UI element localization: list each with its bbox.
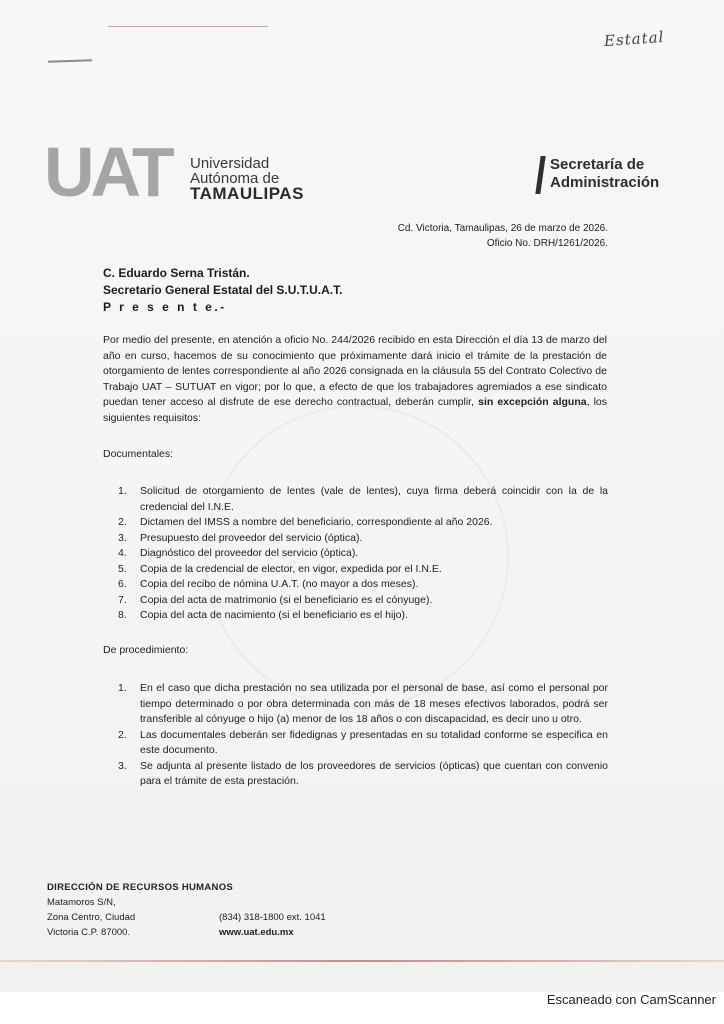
addressee-position: Secretario General Estatal del S.U.T.U.A.T. [103,283,343,297]
intro-paragraph [103,333,607,426]
handwritten-note: Estatal [603,27,665,51]
bottom-rule [0,960,724,962]
procedimiento-list [118,681,608,790]
documentales-heading: Documentales: [103,448,174,460]
item-number: 6. [118,578,127,590]
item-number: 1. [118,682,127,694]
intro-tail: , los siguientes requisitos: [103,396,608,424]
list-item [118,484,608,515]
footer-address-line1: Matamoros S/N, [47,897,116,908]
item-text: Diagnóstico del proveedor del servicio (óptica). [140,547,359,559]
university-line2: Autónoma de [190,170,280,187]
footer-address [47,880,233,940]
list-item [118,728,608,759]
university-line1: Universidad [190,155,270,172]
item-text: Copia del acta de matrimonio (si el beneficiario es el cónyuge). [140,593,433,606]
item-number: 5. [118,562,127,575]
oficio-number: Oficio No. DRH/1261/2026. [486,238,608,249]
item-text: Copia de la credencial de elector, en vigor, expedida por el I.N.E. [140,562,442,575]
documentales-list [118,484,608,624]
department-line1: Secretaría de [550,156,645,173]
pen-mark [48,59,92,63]
uat-logo-icon [44,140,189,202]
item-number: 4. [118,547,127,559]
item-text: Copia del acta de nacimiento (si el beneficiario es el hijo). [140,609,408,621]
addressee-block [103,265,342,316]
footer-address-line2: Zona Centro, Ciudad [47,912,136,923]
department-bar-icon [535,156,545,194]
item-number: 3. [118,531,127,544]
item-number: 2. [118,728,127,741]
list-item [118,531,608,547]
item-number: 8. [118,609,127,621]
university-name [190,156,304,201]
item-text: Se adjunta al presente listado de los proveedores de servicios (ópticas) que cuentan con convenio para el trámite de esta prestación. [140,759,608,787]
place-date: Cd. Victoria, Tamaulipas, 26 de marzo de 2026. [397,223,608,234]
scanner-label: Escaneado con CamScanner [546,992,716,1007]
item-number: 2. [118,516,127,528]
footer-website: www.uat.edu.mx [219,927,294,938]
footer-phone: (834) 318-1800 ext. 1041 [219,912,326,923]
addressee-name: C. Eduardo Serna Tristán. [103,266,250,280]
department-line2: Administración [550,174,660,191]
item-text: En el caso que dicha prestación no sea utilizada por el personal de base, así como el personal por tiempo determinado o por obra determinada con más de 18 meses efectivos laborados, podrá ser transferible al cónyuge o hijo (a) menor de los 18 años o con discapacidad, es decir uno u otro. [140,682,608,725]
item-text: Presupuesto del proveedor del servicio (óptica). [140,531,363,544]
date-block [398,221,608,251]
item-number: 1. [118,485,127,497]
footer-address-line3: Victoria C.P. 87000. [47,927,131,938]
item-number: 3. [118,759,127,772]
item-text: Copia del recibo de nómina U.A.T. (no mayor a dos meses). [140,578,419,590]
uat-logo-letters: UAT [44,140,171,202]
item-text: Dictamen del IMSS a nombre del beneficiario, correspondiente al año 2026. [140,516,493,528]
top-rule [108,26,268,27]
list-item [118,681,608,728]
item-text: Las documentales deberán ser fidedignas y presentadas en su totalidad conforme se especifica en este documento. [140,728,608,756]
item-number: 7. [118,593,127,606]
list-item [118,562,608,578]
list-item [118,608,608,624]
item-text: Solicitud de otorgamiento de lentes (vale de lentes), cuya firma deberá coincidir con la de la credencial del I.N.E. [140,485,608,513]
list-item [118,546,608,562]
intro-text: Por medio del presente, en atención a oficio No. 244/2026 recibido en esta Dirección el día 13 de marzo del año en curso, hacemos de su conocimiento que próximamente dará inicio el trámite de la prestación de otorgamiento de lentes correspondiente al año 2026 consignada en la cláusula 55 del Contrato Colectivo de Trabajo UAT – SUTUAT en vigor; por lo que, a efecto de que los trabajadores agremiados a ese sindicato puedan tener acceso al disfrute de ese derecho contractual, deberán cumplir, [103,334,607,408]
list-item [118,577,608,593]
list-item [118,759,608,790]
intro-emphasis: sin excepción alguna [478,396,587,408]
footer-title: DIRECCIÓN DE RECURSOS HUMANOS [47,882,234,893]
list-item [118,593,608,609]
university-line3: TAMAULIPAS [190,184,304,203]
list-item [118,515,608,531]
footer-contact [219,910,326,940]
greeting: P r e s e n t e.- [103,300,227,314]
procedimiento-heading: De procedimiento: [103,644,189,656]
